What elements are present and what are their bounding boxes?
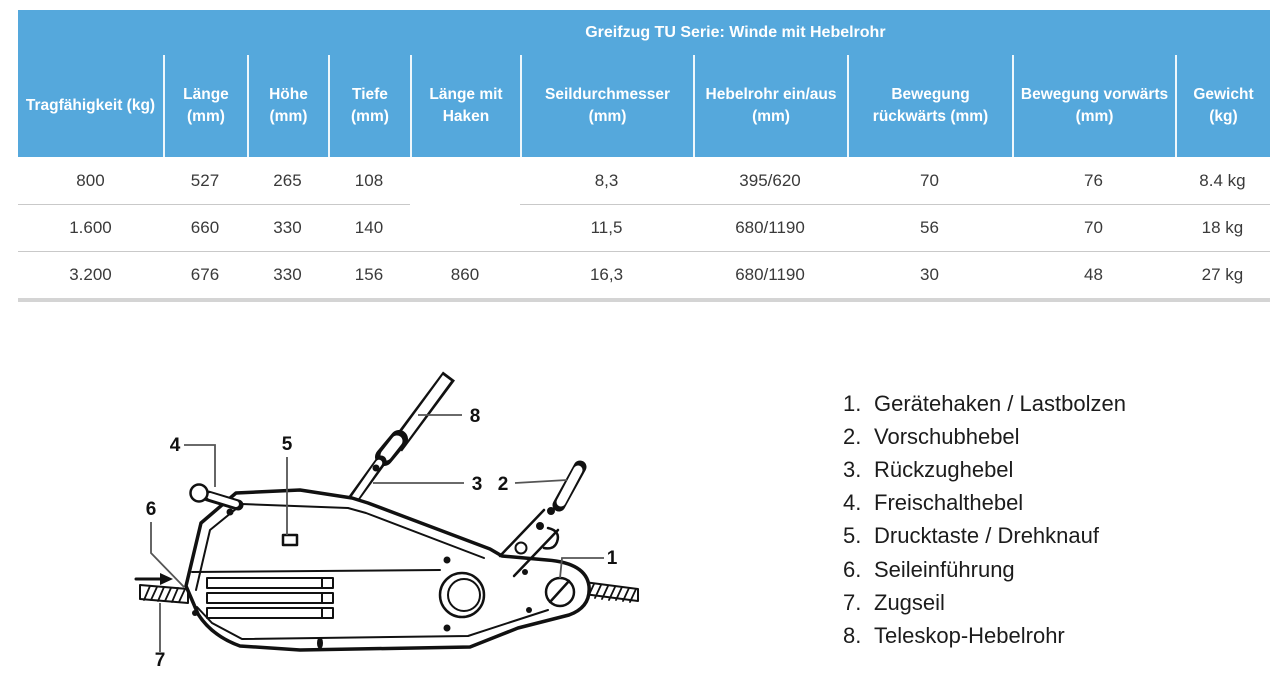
cell: 70	[920, 170, 939, 190]
cell-empty	[410, 157, 520, 204]
push-button	[283, 535, 297, 545]
cell: 48	[1012, 251, 1175, 298]
cell: 108	[354, 170, 384, 190]
callout-2: 2	[497, 474, 509, 495]
column-header-tiefe: Tiefe (mm)	[328, 55, 410, 157]
callout-4: 4	[169, 435, 181, 456]
legend-number: 2.	[843, 423, 862, 449]
legend-label: Teleskop-Hebelrohr	[874, 622, 1065, 648]
cell: 680/1190	[693, 204, 847, 251]
column-header-hebelrohr: Hebelrohr ein/aus (mm)	[693, 55, 847, 157]
legend-label: Rückzughebel	[874, 456, 1014, 482]
telescopic-lever-tube	[384, 376, 449, 457]
cell: 8,3	[594, 170, 619, 190]
legend-item	[843, 619, 1126, 652]
callout-7: 7	[154, 650, 166, 671]
forward-lever	[559, 467, 580, 505]
legend-number: 3.	[843, 456, 862, 482]
winch-diagram	[120, 360, 680, 694]
table-title: Greifzug TU Serie: Winde mit Hebelrohr	[585, 23, 886, 41]
legend-item	[843, 586, 1126, 619]
legend-number: 7.	[843, 589, 862, 615]
cell: 18 kg	[1175, 204, 1270, 251]
cell: 527	[190, 170, 220, 190]
column-header-laenge-mit-haken: Länge mit Haken	[410, 55, 520, 157]
diagram-legend	[843, 387, 1126, 653]
callout-3: 3	[471, 474, 483, 495]
legend-label: Drucktaste / Drehknauf	[874, 523, 1099, 549]
table-row	[18, 204, 1270, 251]
table-row	[18, 251, 1270, 298]
cell: 800	[76, 170, 105, 190]
vent-slats	[207, 578, 333, 618]
legend-item	[843, 387, 1126, 420]
legend-label: Seileinführung	[874, 556, 1015, 582]
cell: 11,5	[520, 204, 693, 251]
load-pin	[546, 578, 574, 606]
release-lever	[191, 485, 239, 506]
cell: 16,3	[520, 251, 693, 298]
table-row	[18, 157, 1270, 204]
cell: 680/1190	[693, 251, 847, 298]
cell: 76	[1084, 170, 1103, 190]
callout-8: 8	[469, 406, 481, 427]
legend-number: 1.	[843, 390, 862, 416]
load-rope-right	[584, 582, 638, 602]
legend-number: 8.	[843, 622, 862, 648]
cell: 27 kg	[1175, 251, 1270, 298]
cell: 70	[1012, 204, 1175, 251]
table-body	[18, 157, 1270, 298]
spec-table	[18, 10, 1270, 302]
legend-item	[843, 453, 1126, 486]
legend-item	[843, 520, 1126, 553]
column-header-gewicht: Gewicht (kg)	[1175, 55, 1270, 157]
cell: 265	[273, 170, 302, 190]
column-header-seildurchmesser: Seildurchmesser (mm)	[520, 55, 693, 157]
legend-item	[843, 420, 1126, 453]
cell-empty	[410, 204, 520, 251]
cell: 30	[847, 251, 1012, 298]
pull-rope-left	[140, 585, 188, 603]
cell: 676	[163, 251, 247, 298]
cell: 395/620	[739, 170, 801, 190]
legend-number: 6.	[843, 556, 862, 582]
callout-5: 5	[281, 434, 293, 455]
cell: 8.4 kg	[1199, 170, 1246, 190]
table-header-row	[18, 55, 1270, 157]
cell: 1.600	[18, 204, 163, 251]
cell: 330	[247, 204, 328, 251]
callout-1: 1	[606, 548, 618, 569]
cell: 860	[410, 251, 520, 298]
callout-6: 6	[145, 499, 157, 520]
table-title-band	[18, 10, 1270, 55]
legend-label: Gerätehaken / Lastbolzen	[874, 390, 1126, 416]
cell: 156	[328, 251, 410, 298]
cell: 56	[847, 204, 1012, 251]
legend-number: 4.	[843, 490, 862, 516]
legend-item	[843, 487, 1126, 520]
column-header-bewegung-rueckwaerts: Bewegung rückwärts (mm)	[847, 55, 1012, 157]
legend-label: Zugseil	[874, 589, 945, 615]
legend-item	[843, 553, 1126, 586]
legend-number: 5.	[843, 523, 862, 549]
cell: 140	[328, 204, 410, 251]
column-header-hoehe: Höhe (mm)	[247, 55, 328, 157]
legend-label: Vorschubhebel	[874, 423, 1020, 449]
column-header-bewegung-vorwaerts: Bewegung vorwärts (mm)	[1012, 55, 1175, 157]
legend-label: Freischalthebel	[874, 490, 1024, 516]
table-bottom-border	[18, 298, 1270, 302]
column-header-tragfaehigkeit: Tragfähigkeit (kg)	[25, 97, 156, 115]
column-header-laenge: Länge (mm)	[163, 55, 247, 157]
cell: 330	[247, 251, 328, 298]
rope-direction-arrow	[136, 573, 173, 585]
cell: 660	[163, 204, 247, 251]
cell: 3.200	[18, 251, 163, 298]
winch-body	[186, 490, 589, 650]
